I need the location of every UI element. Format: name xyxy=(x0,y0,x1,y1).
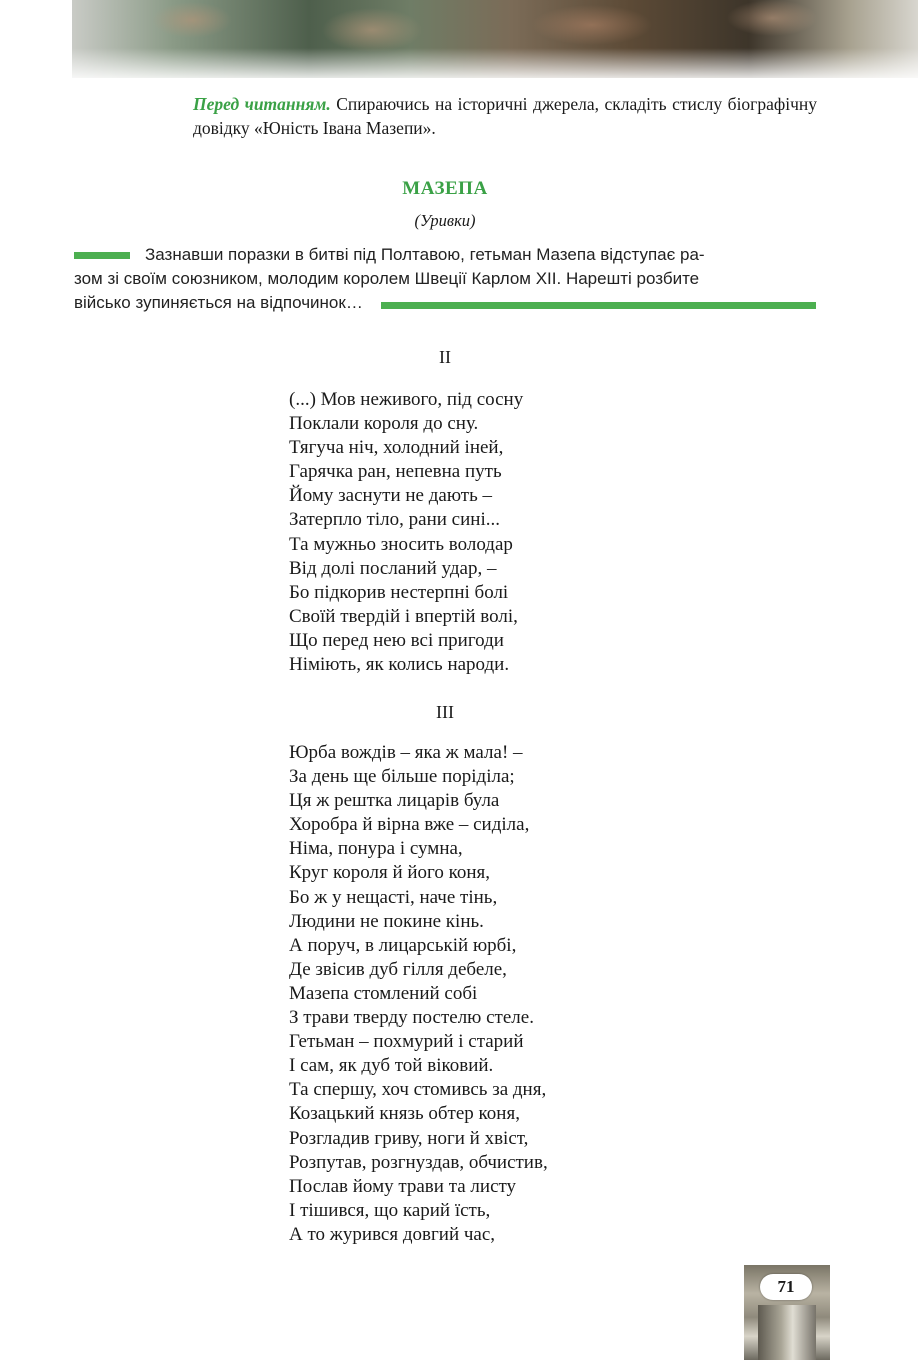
poem-line: Своїй твердій і впертій волі, xyxy=(289,605,518,627)
poem-line: Німа, понура і сумна, xyxy=(289,838,463,860)
page-number: 71 xyxy=(760,1274,812,1300)
intro-line-1 xyxy=(74,243,816,267)
poem-line: Юрба вождів – яка ж мала! – xyxy=(289,742,523,763)
poem-line: А то журився довгий час, xyxy=(289,1223,496,1245)
poem-line: Гарячка ран, непевна путь xyxy=(289,461,502,483)
poem-line: (...) Мов неживого, під сосну xyxy=(289,389,524,410)
poem-line: Гетьман – похмурий і старий xyxy=(289,1031,524,1053)
poem-title: МАЗЕПА xyxy=(402,178,488,199)
poem-line: Розгладив гриву, ноги й хвіст, xyxy=(289,1127,529,1149)
poem-line: Що перед нею всі пригоди xyxy=(289,629,504,651)
intro-line-3 xyxy=(74,291,816,315)
poem-line: Від долі посланий удар, – xyxy=(289,557,497,579)
intro-text-1: Зазнавши поразки в битві під Полтавою, гетьман Мазепа відступає ра- xyxy=(145,245,705,264)
section-number: II xyxy=(439,347,451,367)
poem-line: Козацький князь обтер коня, xyxy=(289,1103,520,1125)
intro-text-3: військо зупиняється на відпочинок… xyxy=(74,293,363,312)
before-reading-text: Спираючись на історичні джерела, складіть стислу біографічну довідку «Юність Івана Мазепи». xyxy=(193,94,817,138)
poem-line: Бо підкорив нестерпні болі xyxy=(289,581,509,603)
poem-line: Та мужньо зносить володар xyxy=(289,533,513,555)
stanza-3 xyxy=(289,741,548,1247)
poem-line: Йому заснути не дають – xyxy=(289,485,493,507)
poem-line: Тягуча ніч, холодний іней, xyxy=(289,437,504,459)
section-number: III xyxy=(436,702,454,722)
poem-line: Людини не покине кінь. xyxy=(289,910,484,932)
green-bar-right xyxy=(381,302,816,309)
poem-line: Де звісив дуб гілля дебеле, xyxy=(289,958,507,980)
poem-line: З трави тверду постелю стеле. xyxy=(289,1007,534,1029)
poem-line: Німіють, як колись народи. xyxy=(289,654,510,676)
poem-line: Бо ж у нещасті, наче тінь, xyxy=(289,886,498,908)
top-illustration xyxy=(72,0,918,78)
before-reading-task xyxy=(193,92,817,140)
intro-note xyxy=(74,243,816,315)
poem-line: За день ще більше поріділа; xyxy=(289,766,515,788)
intro-text-2: зом зі своїм союзником, молодим королем Швеції Карлом XII. Нарешті розбите xyxy=(74,269,700,288)
poem-line: Хоробра й вірна вже – сиділа, xyxy=(289,814,530,836)
poem-line: І сам, як дуб той віковий. xyxy=(289,1055,494,1077)
poem-line: Круг короля й його коня, xyxy=(289,862,491,884)
poem-line: А поруч, в лицарській юрбі, xyxy=(289,934,517,956)
poem-line: Затерпло тіло, рани сині... xyxy=(289,509,500,531)
green-bar-left xyxy=(74,252,130,259)
poem-line: Поклали короля до сну. xyxy=(289,413,479,435)
poem-line: Послав йому трави та листу xyxy=(289,1175,517,1197)
poem-line: Розпутав, розгнуздав, обчистив, xyxy=(289,1151,548,1173)
poem-subtitle: (Уривки) xyxy=(414,211,476,230)
poem-line: І тішився, що карий їсть, xyxy=(289,1199,491,1221)
intro-line-2 xyxy=(74,267,816,291)
before-reading-lead: Перед читанням. xyxy=(193,94,331,114)
stanza-2 xyxy=(289,388,523,677)
poem-line: Ця ж рештка лицарів була xyxy=(289,790,500,812)
poem-line: Мазепа стомлений собі xyxy=(289,982,478,1004)
poem-line: Та спершу, хоч стомивсь за дня, xyxy=(289,1079,547,1101)
